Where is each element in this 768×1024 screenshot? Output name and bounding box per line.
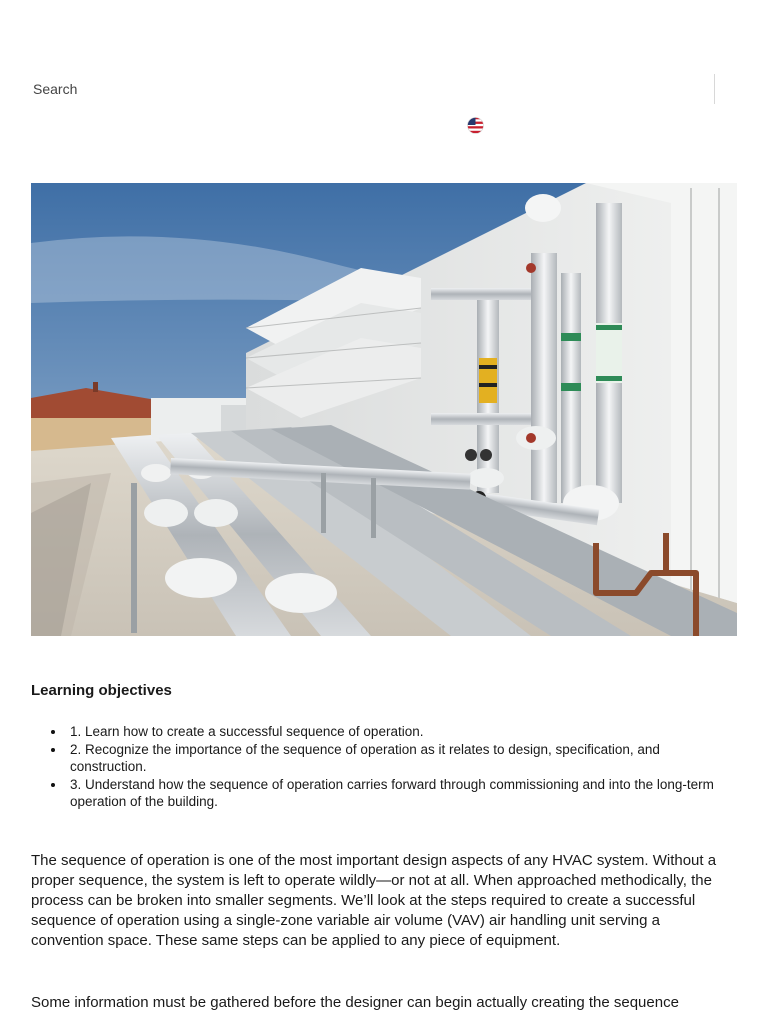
us-flag-icon[interactable] bbox=[467, 117, 484, 134]
search-bar bbox=[32, 74, 715, 104]
learning-objectives-list bbox=[70, 723, 730, 811]
article-paragraph: Some information must be gathered before the designer can begin actually creating the sequence bbox=[31, 994, 679, 1011]
rooftop-hvac-photo bbox=[31, 183, 737, 636]
article-paragraph: The sequence of operation is one of the most important design aspects of any HVAC system. Without a proper sequence, the system is left to operate wildly—or not at all. When approached methodically, the process can be broken into smaller segments. We’ll look at the steps required to create a successful sequence of operation using a single-zone variable air volume (VAV) air handling unit serving a convention space. These same steps can be applied to any piece of equipment. bbox=[31, 852, 717, 949]
learning-objectives-heading: Learning objectives bbox=[31, 682, 172, 699]
list-item: 2. Recognize the importance of the sequence of operation as it relates to design, specification, and construction. bbox=[70, 741, 730, 776]
list-item: 1. Learn how to create a successful sequence of operation. bbox=[70, 723, 730, 741]
search-input[interactable] bbox=[32, 81, 714, 97]
list-item: 3. Understand how the sequence of operation carries forward through commissioning and into the long-term operation of the building. bbox=[70, 776, 730, 811]
hero-image bbox=[31, 183, 737, 636]
